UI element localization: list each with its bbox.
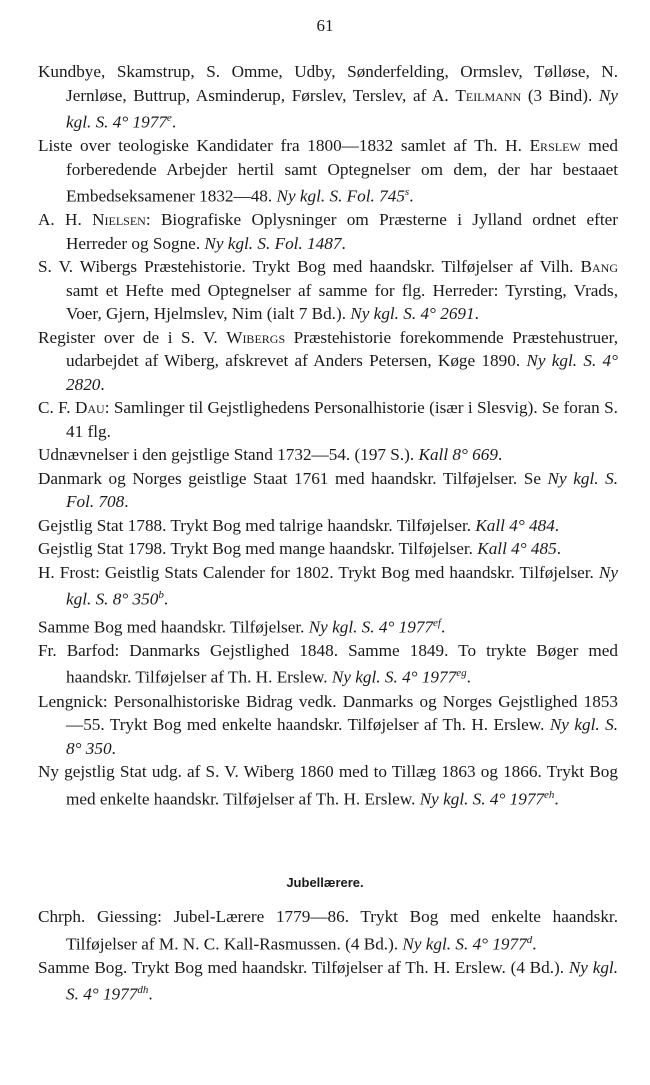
entry-text: Fr. Barfod: Danmarks Gejstlighed 1848. Samme 1849. To trykte Bøger med haandskr. Tilføjelser af Th. H. Erslew.: [38, 640, 618, 688]
entry-text: .: [532, 934, 537, 954]
entry-text: .: [148, 984, 153, 1004]
entry-text: Register over de i S. V.: [38, 327, 227, 347]
entry-text: : Biografiske Oplysninger om Præsterne i Jylland ordnet efter Herreder og Sogne.: [66, 210, 619, 253]
entry-text: C. F.: [38, 398, 75, 418]
shelfmark-suffix: ef: [433, 616, 441, 629]
catalog-entry: [38, 612, 618, 639]
shelfmark-suffix: b: [158, 589, 164, 602]
shelfmark: Ny kgl. S. 8° 350: [66, 562, 618, 610]
entry-text: S. V. Wibergs Præstehistorie. Trykt Bog med haandskr. Tilføjelser af Vilh.: [38, 257, 581, 277]
shelfmark-suffix: d: [526, 933, 533, 946]
entry-text: Liste over teologiske Kandidater fra 1800—1832 samlet af Th. H.: [38, 136, 530, 156]
entry-text: samt et Hefte med Optegnelser af samme for flg. Herreder: Tyrsting, Vrads, Voer, Gjern, Hjelmslev, Nim (ialt 7 Bd.).: [66, 280, 618, 324]
author-name: Erslew: [529, 136, 581, 156]
entry-text: .: [124, 492, 129, 512]
entry-text: .: [556, 539, 561, 559]
shelfmark: Ny kgl. S. 4° 1977: [66, 85, 618, 132]
catalog-entry: [38, 255, 618, 326]
entry-text: Præstehistorie forekommende Præstehustruer, udarbejdet af Wiberg, afskrevet af Anders Petersen, Køge 1890.: [66, 327, 619, 371]
catalog-entry: [38, 561, 618, 612]
entry-text: Kundbye, Skamstrup, S. Omme, Udby, Sønderfelding, Ormslev, Tølløse, N. Jernløse, Buttrup, Asminderup, Førslev, Terslev, af A.: [38, 62, 618, 105]
catalog-entry: [38, 514, 618, 538]
catalog-entry: [38, 905, 618, 956]
catalog-entry: [38, 639, 618, 690]
entry-text: Chrph. Giessing: Jubel-Lærere 1779—86. Trykt Bog med enkelte haandskr. Tilføjelser af M. N. C. Kall-Rasmussen. (4 Bd.).: [38, 907, 618, 954]
shelfmark: Ny kgl. S. 4° 1977: [66, 957, 619, 1004]
entry-text: .: [554, 789, 559, 809]
catalog-entry: [38, 396, 618, 443]
entry-list: [38, 60, 618, 811]
entry-text: : Samlinger til Gejstlighedens Personalhistorie (især i Slesvig). Se foran S. 41 flg.: [66, 398, 618, 441]
entry-text: .: [100, 374, 105, 394]
catalog-entry: [38, 326, 618, 397]
entry-text: .: [341, 233, 346, 253]
entry-text: .: [466, 668, 471, 688]
catalog-entry: [38, 134, 618, 208]
shelfmark-suffix: dh: [137, 984, 149, 997]
entry-text: A. H.: [38, 210, 93, 230]
entry-text: .: [440, 617, 446, 637]
entry-text: .: [554, 515, 560, 535]
catalog-entry: [38, 60, 618, 134]
entry-text: med forberedende Arbejder hertil samt Optegnelser om dem, der har bestaaet Embedseksamener 1832—48.: [66, 136, 618, 206]
entry-text: .: [409, 186, 414, 206]
shelfmark-suffix: eg: [456, 667, 467, 680]
page-number: 61: [316, 16, 334, 35]
catalog-entry: [38, 443, 618, 467]
catalog-entry: [38, 208, 618, 255]
catalog-entry: [38, 467, 618, 514]
shelfmark: Ny kgl. S. 4° 1977: [331, 668, 457, 688]
author-name: Dau: [74, 398, 105, 418]
entry-text: Ny gejstlig Stat udg. af S. V. Wiberg 1860 med to Tillæg 1863 og 1866. Trykt Bog med enkelte haandskr. Tilføjelser af Th. H. Erslew.: [38, 762, 618, 809]
shelfmark: Kall 4° 484: [475, 515, 555, 535]
shelfmark: Ny kgl. S. Fol. 708: [66, 468, 619, 512]
author-name: Wibergs: [226, 327, 286, 347]
entry-text: Udnævnelser i den gejstlige Stand 1732—54. (197 S.).: [38, 445, 419, 465]
shelfmark: Kall 8° 669: [418, 445, 498, 465]
author-name: Bang: [580, 257, 618, 277]
shelfmark: Ny kgl. S. 4° 1977: [419, 789, 545, 809]
entry-text: Samme Bog. Trykt Bog med haandskr. Tilføjelser af Th. H. Erslew. (4 Bd.).: [38, 957, 569, 977]
shelfmark: Ny kgl. S. 4° 2820: [66, 351, 618, 394]
author-name: Nielsen: [92, 210, 146, 230]
entry-text: .: [497, 445, 503, 465]
entry-text: Lengnick: Personalhistoriske Bidrag vedk. Danmarks og Norges Gejstlighed 1853—55. Trykt Bog med enkelte haandskr. Tilføjelser af Th. H. Erslew.: [38, 691, 618, 735]
entry-text: Danmark og Norges geistlige Staat 1761 med haandskr. Tilføjelser. Se: [38, 468, 548, 488]
entry-text: .: [474, 304, 479, 324]
shelfmark: Ny kgl. S. Fol. 1487: [204, 233, 342, 253]
entry-text: Gejstlig Stat 1798. Trykt Bog med mange haandskr. Tilføjelser.: [38, 539, 478, 559]
shelfmark: Ny kgl. S. 4° 1977: [402, 934, 527, 954]
shelfmark: Kall 4° 485: [477, 539, 557, 559]
catalog-entry: [38, 760, 618, 811]
section-entry-list: [38, 905, 618, 1006]
shelfmark: Ny kgl. S. 4° 1977: [308, 617, 434, 637]
catalog-entry: [38, 690, 618, 761]
catalog-entry: [38, 537, 618, 561]
catalog-entry: [38, 956, 618, 1007]
shelfmark-suffix: eh: [544, 788, 555, 801]
shelfmark: Ny kgl. S. Fol. 745: [276, 186, 405, 206]
entry-text: .: [163, 590, 169, 610]
shelfmark-suffix: e: [166, 112, 172, 124]
entry-text: .: [111, 738, 116, 758]
entry-text: Samme Bog med haandskr. Tilføjelser.: [38, 617, 309, 637]
author-name: Teilmann: [455, 85, 522, 105]
entry-text: H. Frost: Geistlig Stats Calender for 1802. Trykt Bog med haandskr. Tilføjelser.: [38, 562, 599, 582]
section-heading: Jubellærere.: [286, 875, 364, 890]
shelfmark: Ny kgl. S. 4° 2691: [350, 304, 475, 324]
entry-text: .: [171, 112, 177, 132]
entry-text: Gejstlig Stat 1788. Trykt Bog med talrige haandskr. Tilføjelser.: [38, 515, 476, 535]
shelfmark: Ny kgl. S. 8° 350: [66, 715, 618, 758]
entry-text: (3 Bind).: [521, 85, 599, 105]
shelfmark-suffix: s: [404, 186, 410, 199]
